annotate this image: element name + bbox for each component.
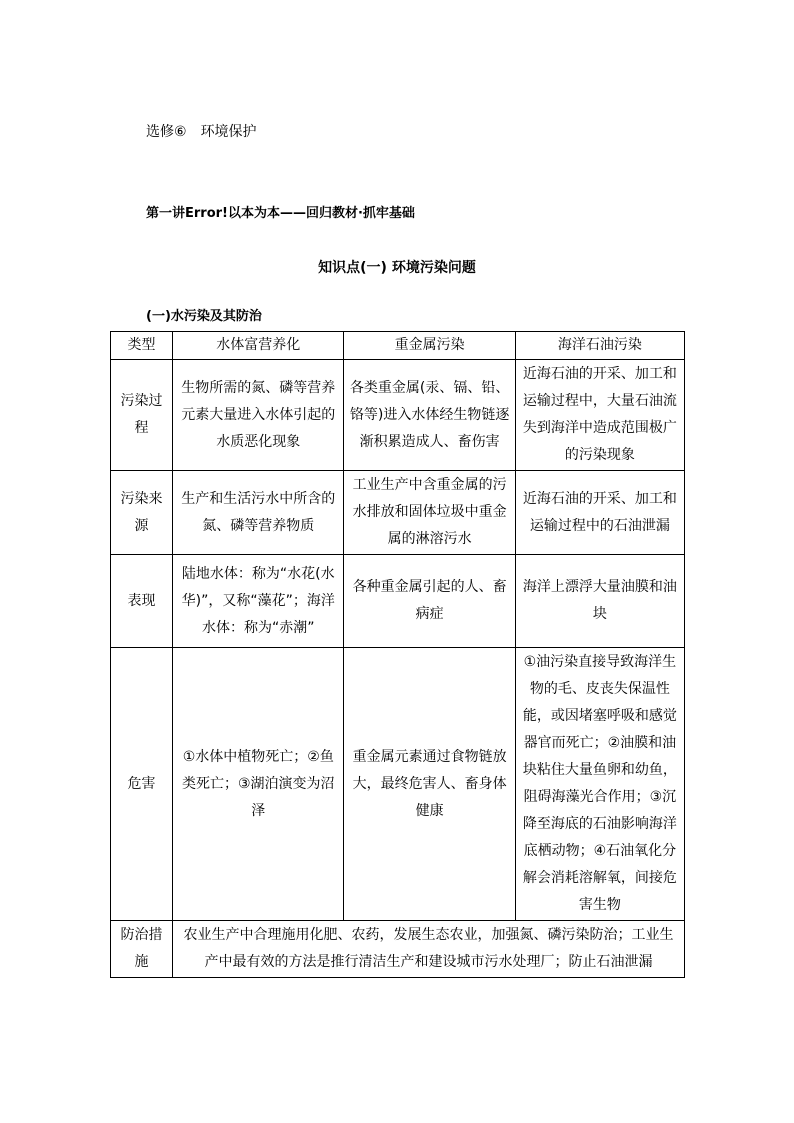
header-oil-pollution: 海洋石油污染	[515, 332, 684, 360]
table-row	[111, 471, 685, 555]
elective-label: 选修⑥	[146, 124, 187, 140]
row-label: 表现	[111, 555, 173, 648]
table-cell: 近海石油的开采、加工和运输过程中的石油泄漏	[515, 471, 684, 555]
table-row	[111, 555, 685, 648]
table-cell: 生物所需的氮、磷等营养元素大量进入水体引起的水质恶化现象	[173, 360, 344, 471]
header-eutrophication: 水体富营养化	[173, 332, 344, 360]
lecture-title: 第一讲Error!以本为本——回归教材·抓牢基础	[146, 206, 415, 221]
elective-heading	[146, 121, 257, 141]
table-row	[111, 921, 685, 978]
table-row	[111, 648, 685, 921]
table-row	[111, 360, 685, 471]
row-label: 污染来源	[111, 471, 173, 555]
row-label: 防治措施	[111, 921, 173, 978]
table-cell: 各类重金属(汞、镉、铅、铬等)进入水体经生物链逐渐积累造成人、畜伤害	[344, 360, 515, 471]
elective-title: 环境保护	[200, 124, 257, 140]
table-cell: 近海石油的开采、加工和运输过程中，大量石油流失到海洋中造成范围极广的污染现象	[515, 360, 684, 471]
row-label: 危害	[111, 648, 173, 921]
table-header-row	[111, 332, 685, 360]
table-cell: 生产和生活污水中所含的氮、磷等营养物质	[173, 471, 344, 555]
section-title: (一)水污染及其防治	[146, 309, 262, 324]
water-pollution-table	[110, 331, 685, 978]
header-heavy-metal: 重金属污染	[344, 332, 515, 360]
table-cell: ①水体中植物死亡；②鱼类死亡；③湖泊演变为沼泽	[173, 648, 344, 921]
table-cell: 陆地水体：称为“水花(水华)”，又称“藻花”；海洋水体：称为“赤潮”	[173, 555, 344, 648]
header-type: 类型	[111, 332, 173, 360]
row-label: 污染过程	[111, 360, 173, 471]
table-cell: 海洋上漂浮大量油膜和油块	[515, 555, 684, 648]
table-cell: ①油污染直接导致海洋生物的毛、皮丧失保温性能，或因堵塞呼吸和感觉器官而死亡；②油膜和油块粘住大量鱼卵和幼鱼，阻碍海藻光合作用；③沉降至海底的石油影响海洋底栖动物；④石油氧化分解会消耗溶解氧，间接危害生物	[515, 648, 684, 921]
merged-cell: 农业生产中合理施用化肥、农药，发展生态农业，加强氮、磷污染防治；工业生产中最有效的方法是推行清洁生产和建设城市污水处理厂；防止石油泄漏	[173, 921, 685, 978]
knowledge-point-title: 知识点(一) 环境污染问题	[318, 260, 476, 276]
table-cell: 各种重金属引起的人、畜病症	[344, 555, 515, 648]
table-cell: 重金属元素通过食物链放大，最终危害人、畜身体健康	[344, 648, 515, 921]
table-cell: 工业生产中含重金属的污水排放和固体垃圾中重金属的淋溶污水	[344, 471, 515, 555]
